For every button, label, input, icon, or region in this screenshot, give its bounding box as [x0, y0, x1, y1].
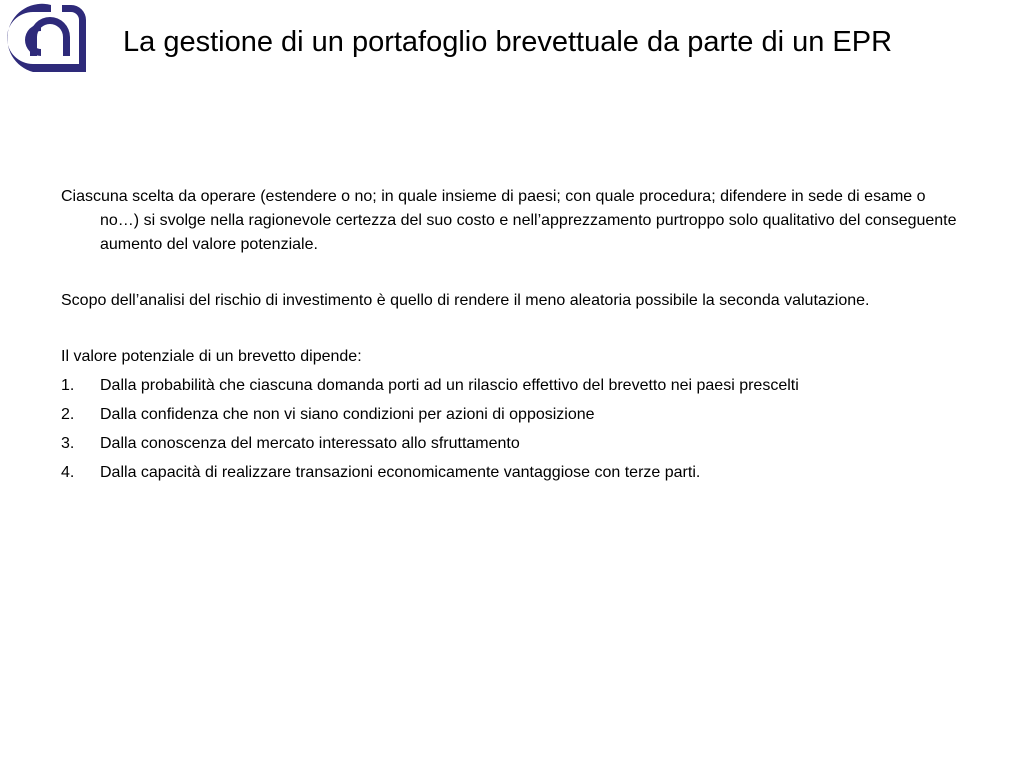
list-item	[61, 461, 966, 485]
list-item	[61, 403, 966, 427]
list-item-number: 1.	[61, 377, 75, 394]
slide-title: La gestione di un portafoglio brevettuale da parte di un EPR	[123, 26, 893, 58]
paragraph-scopo: Scopo dell’analisi del rischio di investimento è quello di rendere il meno aleatoria possibile la seconda valutazione.	[61, 292, 870, 309]
list-item	[61, 374, 966, 398]
list-item-number: 4.	[61, 464, 75, 481]
list-item-number: 3.	[61, 435, 75, 452]
cnr-logo	[2, 2, 88, 74]
numbered-list	[61, 374, 966, 485]
list-item-text: Dalla probabilità che ciascuna domanda porti ad un rilascio effettivo del brevetto nei paesi prescelti	[100, 377, 799, 394]
paragraph-scelta: Ciascuna scelta da operare (estendere o no; in quale insieme di paesi; con quale procedura; difendere in sede di esame o no…) si svolge nella ragionevole certezza del suo costo e nell’apprezzamento purtroppo solo qualitativo del conseguente aumento del valore potenziale.	[61, 188, 957, 253]
cnr-logo-icon	[2, 2, 88, 74]
list-intro: Il valore potenziale di un brevetto dipende:	[61, 348, 362, 365]
list-item-text: Dalla capacità di realizzare transazioni economicamente vantaggiose con terze parti.	[100, 464, 701, 481]
slide-body	[61, 185, 966, 490]
list-item-number: 2.	[61, 406, 75, 423]
list-item-text: Dalla conoscenza del mercato interessato allo sfruttamento	[100, 435, 520, 452]
list-item-text: Dalla confidenza che non vi siano condizioni per azioni di opposizione	[100, 406, 595, 423]
list-item	[61, 432, 966, 456]
